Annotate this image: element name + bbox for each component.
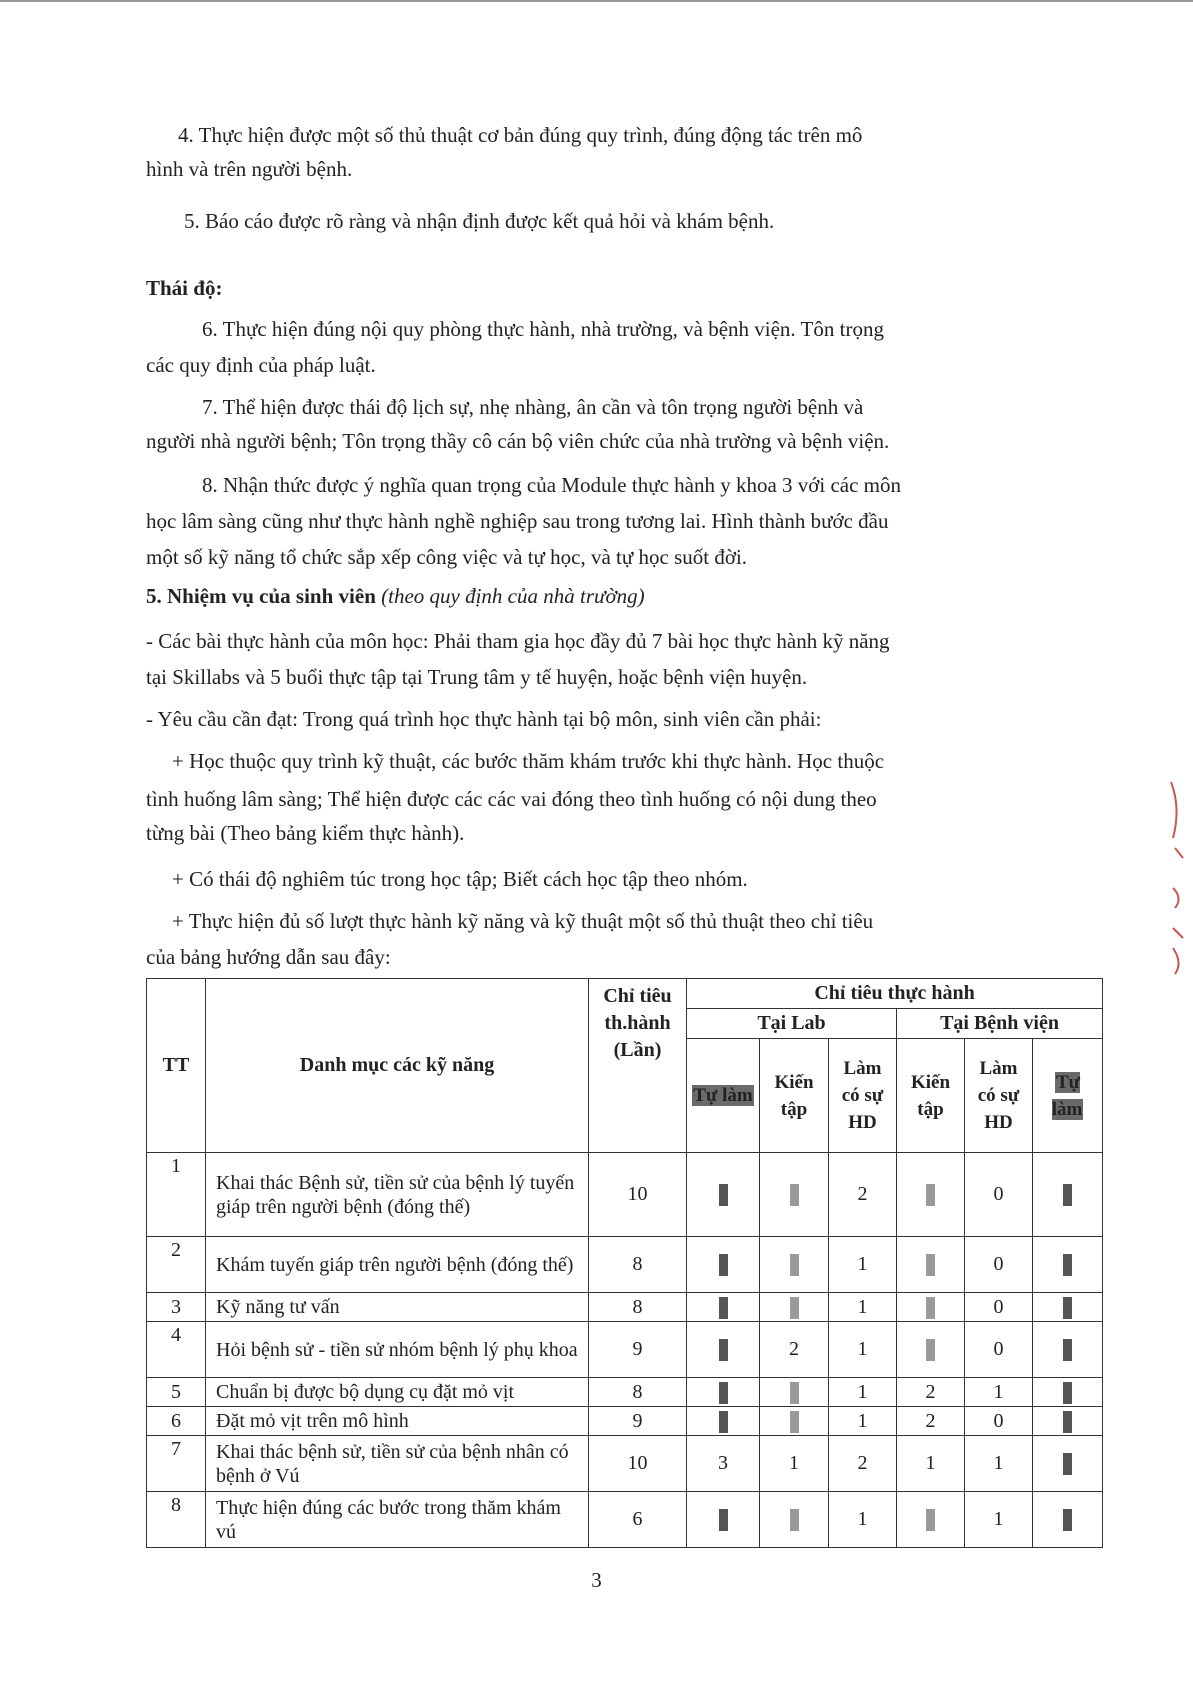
red-stamp-edge-icon xyxy=(1167,778,1189,978)
row-hosp-observe xyxy=(897,1322,965,1378)
objective-6-line2: các quy định của pháp luật. xyxy=(146,353,376,377)
row-hosp-guided: 1 xyxy=(965,1492,1033,1548)
row-hosp-guided: 0 xyxy=(965,1322,1033,1378)
header-lab: Tại Lab xyxy=(687,1009,897,1039)
row-skill: Khám tuyến giáp trên người bệnh (đóng thế) xyxy=(206,1237,589,1293)
page-number: 3 xyxy=(591,1568,602,1592)
objective-5: 5. Báo cáo được rõ ràng và nhận định được kết quả hỏi và khám bệnh. xyxy=(184,209,775,233)
row-tt: 2 xyxy=(147,1237,206,1293)
row-target: 10 xyxy=(589,1153,687,1237)
row-lab-self xyxy=(687,1293,760,1322)
redacted-mark xyxy=(1063,1509,1072,1531)
row-tt: 8 xyxy=(147,1492,206,1548)
header-lab-observe: Kiến tập xyxy=(760,1039,829,1153)
row-lab-guided: 1 xyxy=(829,1407,897,1436)
row-hosp-self xyxy=(1033,1407,1103,1436)
row-tt: 4 xyxy=(147,1322,206,1378)
row-hosp-guided: 1 xyxy=(965,1436,1033,1492)
redacted-mark xyxy=(790,1382,799,1404)
redacted-mark xyxy=(719,1411,728,1433)
redacted-mark xyxy=(790,1254,799,1276)
objective-4-line2: hình và trên người bệnh. xyxy=(146,157,353,181)
row-hosp-guided: 0 xyxy=(965,1237,1033,1293)
table-row xyxy=(147,1407,1103,1436)
row-lab-self xyxy=(687,1407,760,1436)
redacted-mark xyxy=(719,1509,728,1531)
row-lab-self xyxy=(687,1153,760,1237)
row-hosp-observe xyxy=(897,1153,965,1237)
objective-7-line1: 7. Thể hiện được thái độ lịch sự, nhẹ nhàng, ân cần và tôn trọng người bệnh và xyxy=(202,395,864,419)
row-tt: 7 xyxy=(147,1436,206,1492)
row-hosp-observe xyxy=(897,1492,965,1548)
objective-6-line1: 6. Thực hiện đúng nội quy phòng thực hành, nhà trường, và bệnh viện. Tôn trọng xyxy=(202,317,884,341)
header-practice-target: Chỉ tiêu thực hành xyxy=(687,979,1103,1009)
task-1-line1: - Các bài thực hành của môn học: Phải tham gia học đầy đủ 7 bài học thực hành kỹ năng xyxy=(146,629,890,653)
row-skill: Hỏi bệnh sử - tiền sử nhóm bệnh lý phụ khoa xyxy=(206,1322,589,1378)
row-hosp-self xyxy=(1033,1436,1103,1492)
row-skill: Khai thác Bệnh sử, tiền sử của bệnh lý tuyến giáp trên người bệnh (đóng thế) xyxy=(206,1153,589,1237)
header-lab-self-label: Tự làm xyxy=(693,1085,753,1106)
row-hosp-guided: 0 xyxy=(965,1407,1033,1436)
task-5-line1: + Thực hiện đủ số lượt thực hành kỹ năng và kỹ thuật một số thủ thuật theo chỉ tiêu xyxy=(172,909,874,933)
row-lab-guided: 1 xyxy=(829,1293,897,1322)
redacted-mark xyxy=(926,1297,935,1319)
row-hosp-observe xyxy=(897,1237,965,1293)
row-target: 8 xyxy=(589,1293,687,1322)
task-4: + Có thái độ nghiêm túc trong học tập; Biết cách học tập theo nhóm. xyxy=(172,867,748,891)
row-hosp-observe: 2 xyxy=(897,1407,965,1436)
row-tt: 5 xyxy=(147,1378,206,1407)
row-lab-observe: 2 xyxy=(760,1322,829,1378)
redacted-mark xyxy=(926,1184,935,1206)
row-hosp-self xyxy=(1033,1492,1103,1548)
objective-8-line2: học lâm sàng cũng như thực hành nghề nghiệp sau trong tương lai. Hình thành bước đầu xyxy=(146,509,889,533)
row-hosp-self xyxy=(1033,1153,1103,1237)
task-1-line2: tại Skillabs và 5 buổi thực tập tại Trung tâm y tế huyện, hoặc bệnh viện huyện. xyxy=(146,665,808,689)
redacted-mark xyxy=(790,1411,799,1433)
row-lab-guided: 2 xyxy=(829,1436,897,1492)
redacted-mark xyxy=(790,1184,799,1206)
row-hosp-self xyxy=(1033,1322,1103,1378)
header-hosp-observe: Kiến tập xyxy=(897,1039,965,1153)
section-5-heading xyxy=(146,584,645,609)
header-hosp-self-label: Tự làm xyxy=(1051,1071,1083,1120)
objective-8-line1: 8. Nhận thức được ý nghĩa quan trọng của Module thực hành y khoa 3 với các môn xyxy=(202,473,902,497)
row-target: 8 xyxy=(589,1378,687,1407)
task-3-line3: từng bài (Theo bảng kiểm thực hành). xyxy=(146,821,465,845)
row-target: 10 xyxy=(589,1436,687,1492)
row-skill: Đặt mỏ vịt trên mô hình xyxy=(206,1407,589,1436)
row-hosp-observe: 2 xyxy=(897,1378,965,1407)
row-lab-observe xyxy=(760,1492,829,1548)
row-hosp-guided: 1 xyxy=(965,1378,1033,1407)
redacted-mark xyxy=(719,1254,728,1276)
table-row xyxy=(147,1378,1103,1407)
row-hosp-observe: 1 xyxy=(897,1436,965,1492)
table-row xyxy=(147,1322,1103,1378)
row-target: 8 xyxy=(589,1237,687,1293)
row-hosp-guided: 0 xyxy=(965,1153,1033,1237)
row-lab-observe xyxy=(760,1407,829,1436)
redacted-mark xyxy=(1063,1184,1072,1206)
row-skill: Kỹ năng tư vấn xyxy=(206,1293,589,1322)
redacted-mark xyxy=(1063,1411,1072,1433)
row-hosp-self xyxy=(1033,1378,1103,1407)
redacted-mark xyxy=(1063,1382,1072,1404)
redacted-mark xyxy=(790,1509,799,1531)
task-2: - Yêu cầu cần đạt: Trong quá trình học thực hành tại bộ môn, sinh viên cần phải: xyxy=(146,707,822,731)
row-lab-self: 3 xyxy=(687,1436,760,1492)
header-lab-self xyxy=(687,1039,760,1153)
scan-edge xyxy=(0,0,1193,2)
row-tt: 3 xyxy=(147,1293,206,1322)
header-lab-guided: Làm có sự HD xyxy=(829,1039,897,1153)
row-lab-observe xyxy=(760,1237,829,1293)
row-lab-self xyxy=(687,1237,760,1293)
header-tt: TT xyxy=(147,979,206,1153)
table-row xyxy=(147,1153,1103,1237)
attitude-heading: Thái độ: xyxy=(146,276,223,300)
task-5-line2: của bảng hướng dẫn sau đây: xyxy=(146,945,391,969)
table-row xyxy=(147,1436,1103,1492)
row-tt: 1 xyxy=(147,1153,206,1237)
redacted-mark xyxy=(926,1509,935,1531)
row-lab-self xyxy=(687,1378,760,1407)
row-lab-guided: 1 xyxy=(829,1322,897,1378)
task-3-line2: tình huống lâm sàng; Thể hiện được các các vai đóng theo tình huống có nội dung theo xyxy=(146,787,877,811)
row-skill: Chuẩn bị được bộ dụng cụ đặt mỏ vịt xyxy=(206,1378,589,1407)
redacted-mark xyxy=(1063,1297,1072,1319)
redacted-mark xyxy=(926,1339,935,1361)
stamp-fragment xyxy=(1167,778,1189,984)
redacted-mark xyxy=(1063,1254,1072,1276)
row-lab-guided: 1 xyxy=(829,1378,897,1407)
redacted-mark xyxy=(790,1297,799,1319)
redacted-mark xyxy=(926,1254,935,1276)
section-5-title: 5. Nhiệm vụ của sinh viên xyxy=(146,584,382,608)
header-hosp-guided: Làm có sự HD xyxy=(965,1039,1033,1153)
redacted-mark xyxy=(719,1382,728,1404)
redacted-mark xyxy=(719,1184,728,1206)
row-hosp-observe xyxy=(897,1293,965,1322)
row-lab-self xyxy=(687,1322,760,1378)
row-target: 9 xyxy=(589,1407,687,1436)
row-lab-observe: 1 xyxy=(760,1436,829,1492)
objective-4-line1: 4. Thực hiện được một số thủ thuật cơ bản đúng quy trình, đúng động tác trên mô xyxy=(178,123,863,147)
objective-8-line3: một số kỹ năng tổ chức sắp xếp công việc và tự học, và tự học suốt đời. xyxy=(146,545,748,569)
table-row xyxy=(147,1293,1103,1322)
redacted-mark xyxy=(719,1297,728,1319)
section-5-note: (theo quy định của nhà trường) xyxy=(381,584,645,608)
skills-table xyxy=(146,978,1103,1548)
row-hosp-guided: 0 xyxy=(965,1293,1033,1322)
row-lab-guided: 1 xyxy=(829,1237,897,1293)
row-lab-self xyxy=(687,1492,760,1548)
redacted-mark xyxy=(1063,1339,1072,1361)
row-lab-guided: 2 xyxy=(829,1153,897,1237)
row-target: 9 xyxy=(589,1322,687,1378)
row-lab-observe xyxy=(760,1378,829,1407)
redacted-mark xyxy=(719,1339,728,1361)
row-lab-observe xyxy=(760,1153,829,1237)
row-lab-observe xyxy=(760,1293,829,1322)
row-hosp-self xyxy=(1033,1293,1103,1322)
table-row xyxy=(147,1492,1103,1548)
row-lab-guided: 1 xyxy=(829,1492,897,1548)
row-hosp-self xyxy=(1033,1237,1103,1293)
row-target: 6 xyxy=(589,1492,687,1548)
header-target: Chỉ tiêu th.hành (Lần) xyxy=(589,979,687,1153)
row-skill: Khai thác bệnh sử, tiền sử của bệnh nhân có bệnh ở Vú xyxy=(206,1436,589,1492)
row-tt: 6 xyxy=(147,1407,206,1436)
redacted-mark xyxy=(1063,1453,1072,1475)
header-skill: Danh mục các kỹ năng xyxy=(206,979,589,1153)
header-hosp-self xyxy=(1033,1039,1103,1153)
objective-7-line2: người nhà người bệnh; Tôn trọng thầy cô cán bộ viên chức của nhà trường và bệnh viện. xyxy=(146,429,890,453)
header-hospital: Tại Bệnh viện xyxy=(897,1009,1103,1039)
task-3-line1: + Học thuộc quy trình kỹ thuật, các bước thăm khám trước khi thực hành. Học thuộc xyxy=(172,749,885,773)
row-skill: Thực hiện đúng các bước trong thăm khám vú xyxy=(206,1492,589,1548)
table-row xyxy=(147,1237,1103,1293)
